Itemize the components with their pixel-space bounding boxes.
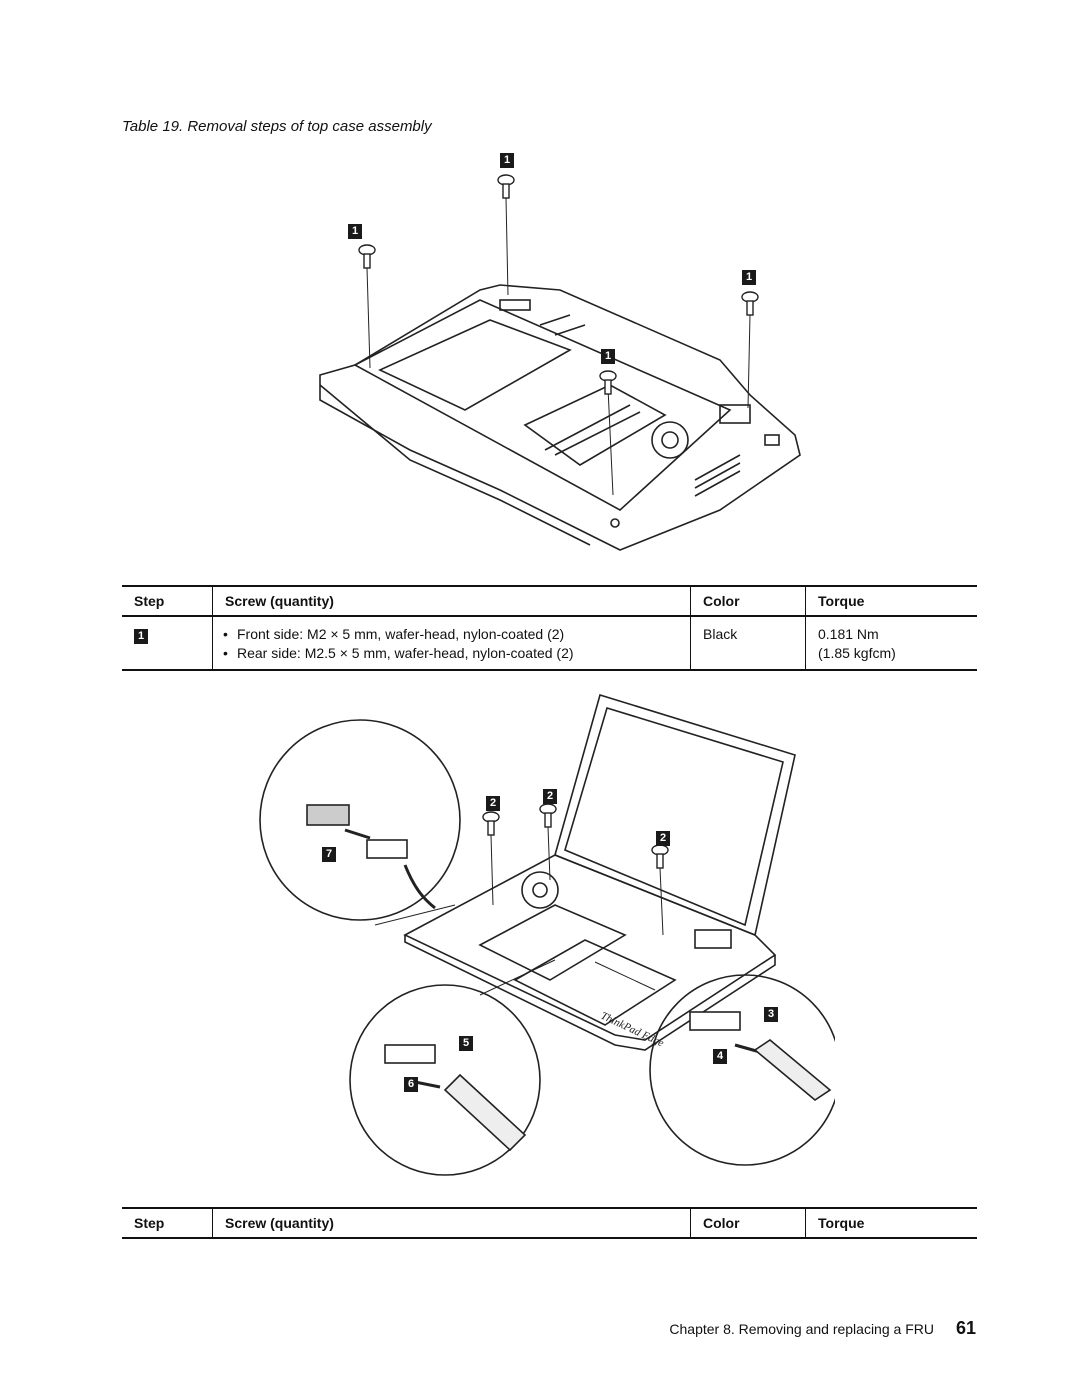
callout-1c: 1	[742, 270, 756, 285]
header-color: Color	[691, 586, 806, 616]
callout-2a: 2	[486, 796, 500, 811]
open-laptop-illustration	[255, 690, 835, 1180]
chapter-title: Chapter 8. Removing and replacing a FRU	[669, 1321, 934, 1337]
laptop-logo: ThinkPad Edge	[598, 1009, 666, 1050]
callout-1b: 1	[348, 224, 362, 239]
header-step: Step	[122, 586, 213, 616]
callout-3: 3	[764, 1007, 778, 1022]
header-torque: Torque	[806, 1208, 978, 1238]
header-step: Step	[122, 1208, 213, 1238]
screw-color: Black	[691, 616, 806, 670]
removal-steps-table-2	[122, 1207, 977, 1239]
screw-list	[225, 625, 680, 663]
removal-steps-table	[122, 585, 977, 671]
screw-item-front: • Front side: M2 × 5 mm, wafer-head, nylon-coated (2)	[237, 625, 680, 644]
callout-1a: 1	[500, 153, 514, 168]
callout-1d: 1	[601, 349, 615, 364]
step-badge: 1	[134, 629, 148, 644]
torque-kgfcm: (1.85 kgfcm)	[818, 645, 896, 661]
header-torque: Torque	[806, 586, 978, 616]
header-screw-quantity: Screw (quantity)	[213, 1208, 691, 1238]
callout-6: 6	[404, 1077, 418, 1092]
callout-2c: 2	[656, 831, 670, 846]
page-footer	[669, 1318, 976, 1339]
page-number: 61	[955, 1318, 976, 1338]
torque-nm: 0.181 Nm	[818, 626, 879, 642]
screw-item-rear: • Rear side: M2.5 × 5 mm, wafer-head, nylon-coated (2)	[237, 644, 680, 663]
callout-7: 7	[322, 847, 336, 862]
header-screw-quantity: Screw (quantity)	[213, 586, 691, 616]
callout-4: 4	[713, 1049, 727, 1064]
header-color: Color	[691, 1208, 806, 1238]
callout-2b: 2	[543, 789, 557, 804]
table-row	[122, 616, 977, 670]
table-caption: Table 19. Removal steps of top case assembly	[122, 118, 432, 135]
bottom-view-illustration	[300, 150, 810, 555]
callout-5: 5	[459, 1036, 473, 1051]
